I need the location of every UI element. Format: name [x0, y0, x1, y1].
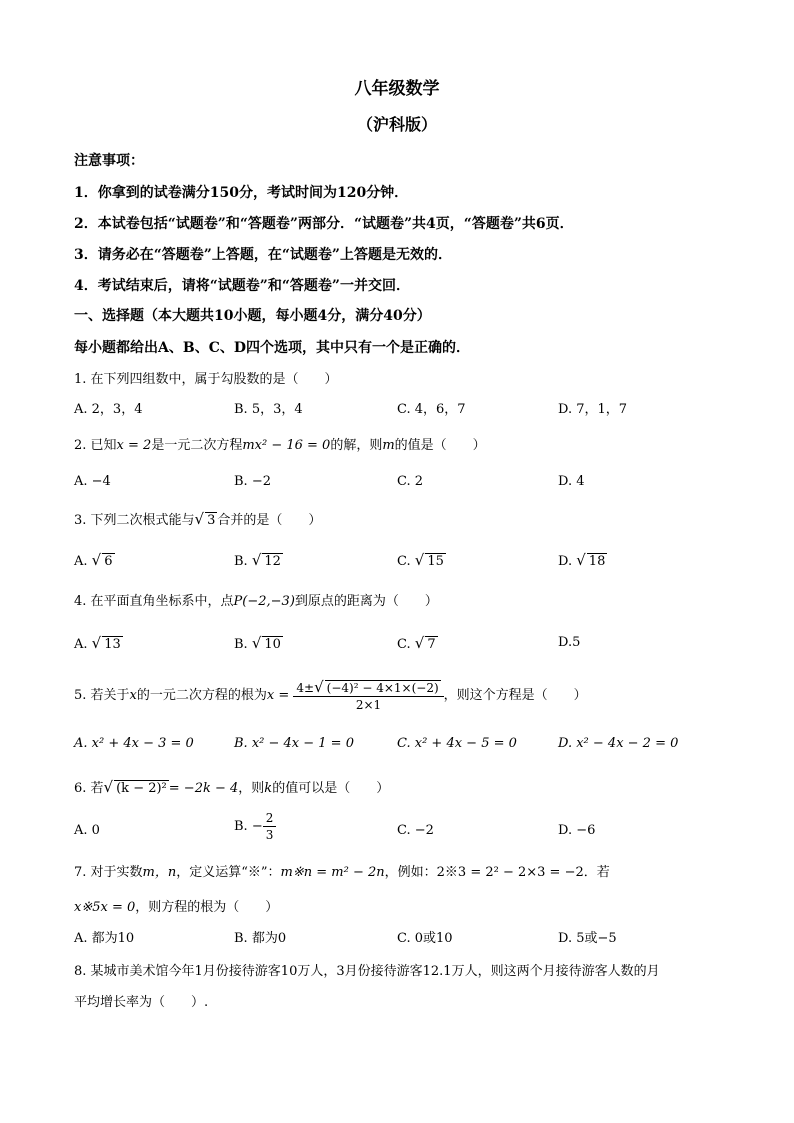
option-value: 5 [572, 635, 581, 650]
question-6-option-d: D. −6 [558, 823, 596, 838]
question-5-option-b: B. x² − 4x − 1 = 0 [234, 736, 354, 751]
question-5-option-c: C. x² + 4x − 5 = 0 [397, 736, 517, 751]
option-label: A. [74, 637, 88, 652]
note-item-1: 1．你拿到的试卷满分150分，考试时间为120分钟． [74, 185, 409, 201]
question-3-option-a [74, 551, 115, 571]
radical-sign: √ [251, 634, 262, 652]
option-label: B. [234, 637, 248, 652]
option-radicand: 15 [427, 554, 444, 569]
note-item-3: 3．请务必在“答题卷”上答题，在“试题卷”上答题是无效的． [74, 247, 452, 263]
question-4-option-c [397, 634, 438, 654]
question-5-text-c: ，则这个方程是（ ） [443, 688, 587, 703]
question-2-stem [74, 437, 486, 455]
question-1-option-c: C. 4，6，7 [397, 402, 466, 417]
question-7-text-b: ，定义运算“※”： [176, 865, 281, 880]
question-2-option-b: B. −2 [234, 474, 271, 489]
question-4-option-a [74, 634, 123, 654]
option-fraction [263, 810, 277, 843]
option-radicand: 13 [104, 637, 121, 652]
question-5-option-d: D. x² − 4x − 2 = 0 [558, 736, 679, 751]
question-5-fraction [293, 679, 443, 713]
question-7-stem [74, 864, 610, 882]
option-radicand: 18 [588, 554, 606, 569]
question-7-definition: m※n = m² − 2n [280, 865, 385, 880]
fraction-numerator: 2 [263, 810, 277, 827]
option-radicand: 7 [427, 637, 436, 652]
question-4-stem [74, 593, 438, 611]
option-label: B. − [234, 819, 263, 834]
radical-sign: √ [91, 551, 102, 569]
option-label: B. [234, 554, 248, 569]
question-6-rhs: = −2k − 4 [168, 781, 239, 796]
question-5-text-b: 的一元二次方程的根为 [136, 688, 267, 703]
option-label: C. [397, 554, 411, 569]
question-2-option-d: D. 4 [558, 474, 585, 489]
question-4-text-b: 到原点的距离为（ ） [294, 594, 438, 609]
question-7-equation: x※5x = 0 [74, 900, 136, 915]
question-2-equation: mx² − 16 = 0 [242, 438, 331, 453]
question-3-radicand: 3 [207, 513, 216, 528]
numerator-prefix: 4± [296, 680, 315, 695]
question-4-option-d [558, 634, 580, 652]
question-5-option-a: A. x² + 4x − 3 = 0 [74, 736, 194, 751]
question-6-text-b: ，则 [238, 781, 265, 796]
note-item-2: 2．本试卷包括“试题卷”和“答题卷”两部分．“试题卷”共4页，“答题卷”共6页． [74, 216, 574, 232]
question-7-option-c: C. 0或10 [397, 931, 453, 946]
question-5-text-a: 5. 若关于 [74, 688, 130, 703]
numerator-radicand: (−4)² − 4×1×(−2) [326, 680, 439, 695]
question-7-text-c: ，例如： [384, 865, 437, 880]
question-4-option-b [234, 634, 283, 654]
question-3-stem [74, 510, 321, 530]
option-label: D. [558, 635, 573, 650]
option-radicand: 6 [104, 554, 113, 569]
radical-sign: √ [576, 551, 586, 569]
note-item-4: 4．考试结束后，请将“试题卷”和“答题卷”一并交回． [74, 278, 410, 294]
question-7-option-d: D. 5或−5 [558, 931, 617, 946]
question-2-var: m [382, 438, 395, 453]
section-instruction: 每小题都给出A、B、C、D四个选项，其中只有一个是正确的． [74, 340, 470, 356]
question-8-line-1: 8. 某城市美术馆今年1月份接待游客10万人，3月份接待游客12.1万人，则这两个月接待游客人数的月 [74, 964, 660, 979]
question-7-text-e: ，则方程的根为（ ） [135, 900, 279, 915]
question-7-line-2 [74, 899, 278, 917]
question-2-option-a: A. −4 [74, 474, 111, 489]
question-6-text-a: 6. 若 [74, 781, 104, 796]
option-label: C. [397, 637, 411, 652]
option-radicand: 10 [264, 637, 281, 652]
question-2-text-c: 的解，则 [330, 438, 383, 453]
radical-sign: √ [103, 778, 114, 796]
section-heading: 一、选择题（本大题共10小题，每小题4分，满分40分） [74, 308, 431, 324]
page-subtitle: （沪科版） [356, 115, 437, 134]
option-radicand: 12 [264, 554, 281, 569]
question-6-option-a: A. 0 [74, 823, 100, 838]
question-2-text-a: 2. 已知 [74, 438, 117, 453]
question-2-eq-x: x = 2 [116, 438, 152, 453]
question-3-option-d [558, 551, 607, 571]
question-4-text-a: 4. 在平面直角坐标系中，点 [74, 594, 234, 609]
question-7-option-a: A. 都为10 [74, 931, 135, 946]
question-6-stem [74, 778, 389, 798]
fraction-denominator: 3 [265, 828, 274, 842]
fraction-denominator: 2×1 [355, 697, 382, 712]
question-2-option-c: C. 2 [397, 474, 424, 489]
option-label: D. [558, 554, 573, 569]
question-7-text-a: 7. 对于实数 [74, 865, 143, 880]
question-8-line-2: 平均增长率为（ ）. [74, 995, 209, 1010]
question-7-example: 2※3 = 2² − 2×3 = −2 [436, 865, 584, 880]
radical-sign: √ [314, 677, 324, 696]
question-3-option-c [397, 551, 446, 571]
question-6-option-b [234, 810, 276, 843]
question-7-vars: m，n [142, 865, 177, 880]
radical-sign: √ [194, 510, 205, 528]
radical-sign: √ [414, 551, 425, 569]
notes-heading: 注意事项： [74, 153, 144, 169]
question-7-text-d: ．若 [583, 865, 610, 880]
option-label: A. [74, 554, 88, 569]
radical-sign: √ [91, 634, 102, 652]
question-2-text-b: 是一元二次方程 [151, 438, 243, 453]
question-1-stem: 1. 在下列四组数中，属于勾股数的是（ ） [74, 372, 338, 387]
question-4-point: P(−2,−3) [233, 594, 295, 609]
question-3-text-a: 3. 下列二次根式能与 [74, 513, 195, 528]
question-3-text-b: 合并的是（ ） [217, 513, 322, 528]
page-title: 八年级数学 [354, 79, 440, 99]
question-3-option-b [234, 551, 283, 571]
question-6-option-c: C. −2 [397, 823, 434, 838]
question-1-option-d: D. 7，1，7 [558, 402, 628, 417]
question-6-var: k [264, 781, 273, 796]
question-1-option-a: A. 2，3，4 [74, 402, 143, 417]
question-5-var: x [129, 688, 137, 703]
question-6-text-c: 的值可以是（ ） [272, 781, 390, 796]
radical-sign: √ [251, 551, 262, 569]
question-6-radicand: (k − 2)² [116, 781, 167, 796]
question-1-option-b: B. 5，3，4 [234, 402, 303, 417]
fraction-numerator [293, 679, 443, 697]
question-5-stem [74, 676, 587, 716]
question-5-lhs: x = [266, 688, 290, 703]
radical-sign: √ [414, 634, 425, 652]
question-7-option-b: B. 都为0 [234, 931, 287, 946]
question-2-text-d: 的值是（ ） [394, 438, 486, 453]
